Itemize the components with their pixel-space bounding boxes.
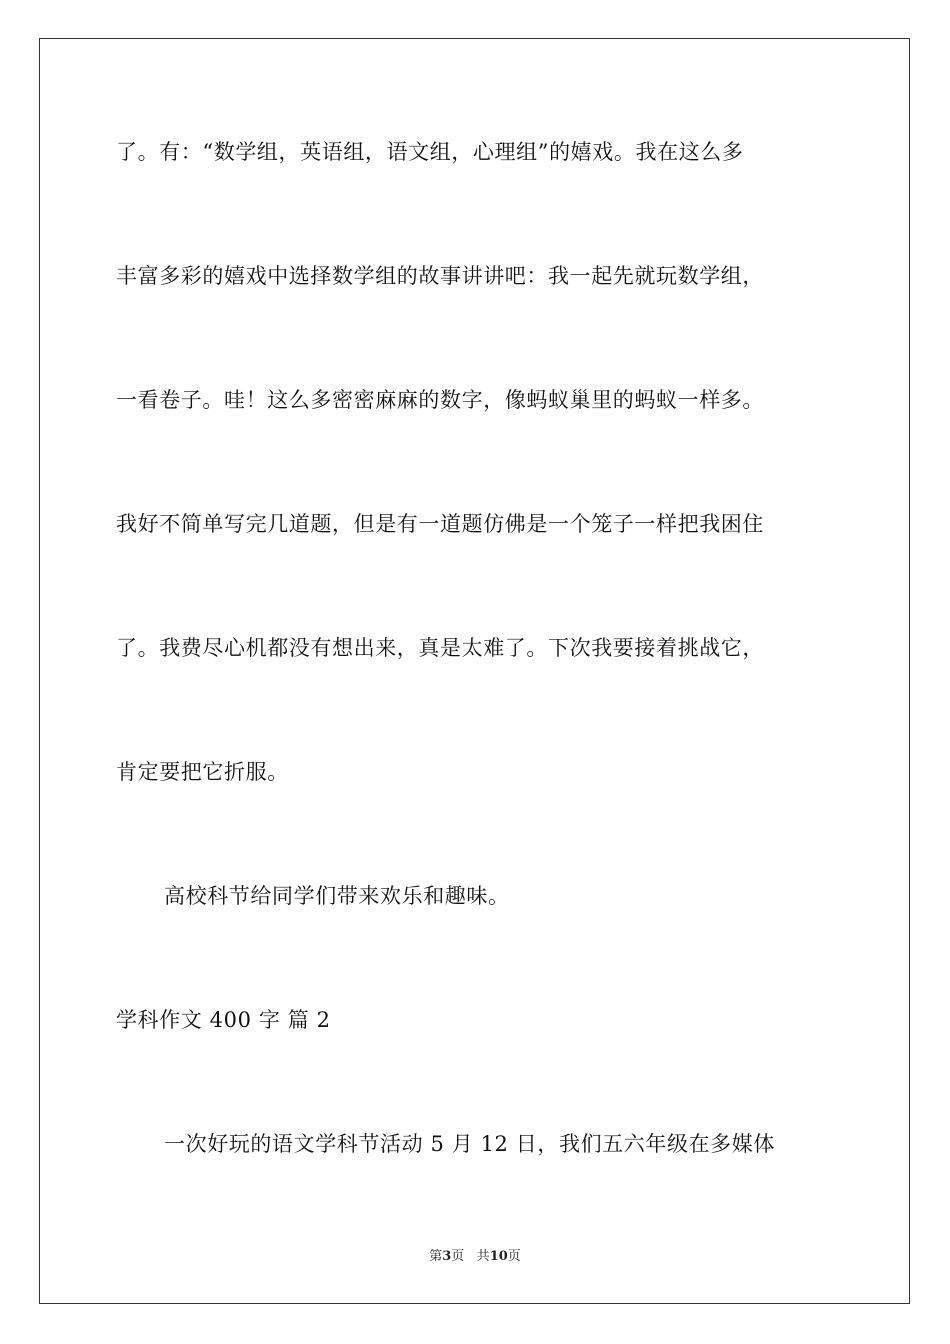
footer-page-suffix: 页 — [451, 1249, 465, 1264]
body-text-line: 一次好玩的语文学科节活动 5 月 12 日，我们五六年级在多媒体 — [164, 1132, 775, 1156]
footer-page-number: 3 — [442, 1249, 452, 1264]
page-border — [39, 38, 910, 1304]
body-text-line: 丰富多彩的嬉戏中选择数学组的故事讲讲吧：我一起先就玩数学组， — [116, 264, 764, 288]
section-heading: 学科作文 400 字 篇 2 — [116, 1008, 331, 1032]
body-paragraph: 高校科节给同学们带来欢乐和趣味。 — [164, 884, 510, 908]
body-text-line: 了。我费尽心机都没有想出来，真是太难了。下次我要接着挑战它， — [116, 636, 764, 660]
footer-total-prefix: 共 — [476, 1249, 490, 1264]
footer-page-prefix: 第 — [429, 1249, 443, 1264]
footer-total-pages: 10 — [489, 1249, 508, 1264]
body-text-line: 一看卷子。哇！这么多密密麻麻的数字，像蚂蚁巢里的蚂蚁一样多。 — [116, 388, 764, 412]
body-text-line: 了。有：“数学组，英语组，语文组，心理组”的嬉戏。我在这么多 — [116, 140, 744, 164]
footer-total-suffix: 页 — [507, 1249, 521, 1264]
body-text-line: 我好不简单写完几道题，但是有一道题仿佛是一个笼子一样把我困住 — [116, 512, 764, 536]
page-footer — [0, 1248, 950, 1266]
body-text-line: 肯定要把它折服。 — [116, 760, 289, 784]
